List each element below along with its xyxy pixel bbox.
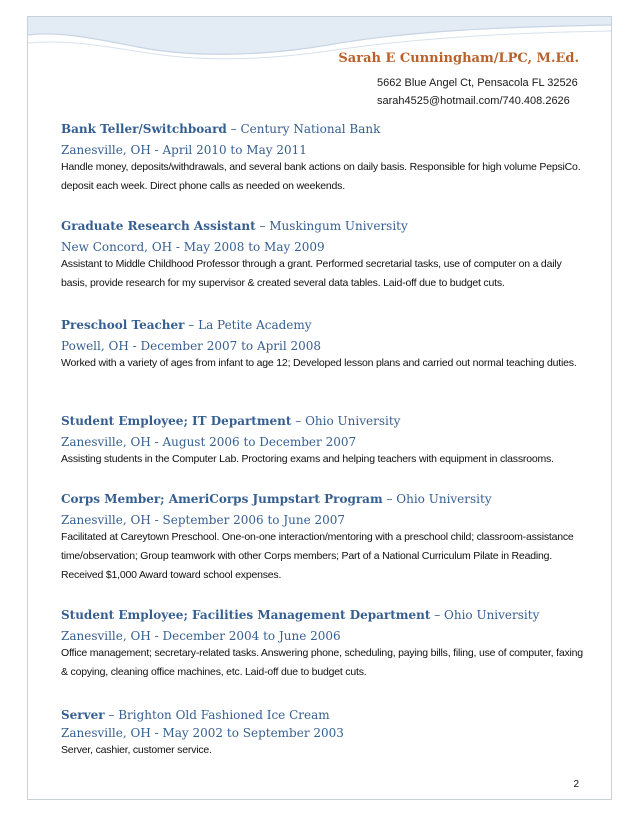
job-employer: Ohio University	[305, 414, 401, 428]
applicant-name: Sarah E Cunningham/LPC, M.Ed.	[338, 51, 579, 66]
page-number: 2	[573, 779, 579, 790]
job-role: Preschool Teacher	[61, 318, 185, 332]
job-location-dates: Zanesville, OH - August 2006 to December 2007	[61, 435, 357, 449]
job-role: Student Employee; IT Department	[61, 414, 292, 428]
job-role: Student Employee; Facilities Management Department	[61, 608, 431, 622]
job-role: Bank Teller/Switchboard	[61, 122, 227, 136]
applicant-address: 5662 Blue Angel Ct, Pensacola FL 32526	[377, 77, 578, 89]
job-separator: –	[184, 318, 199, 332]
job-entry	[61, 491, 586, 585]
job-location-dates: Zanesville, OH - April 2010 to May 2011	[61, 143, 307, 157]
job-description: Assistant to Middle Childhood Professor through a grant. Performed secretarial tasks, use of computer on a daily basis, provide research for my supervisor & created several data tables. Laid-off due to budget cuts.	[61, 258, 562, 289]
header-wave-decoration	[28, 17, 611, 77]
job-entry	[61, 317, 586, 373]
job-location-dates: Zanesville, OH - September 2006 to June 2007	[61, 513, 346, 527]
job-title-line	[61, 218, 586, 234]
job-title-line	[61, 491, 586, 507]
job-title-line	[61, 607, 586, 623]
job-separator: –	[104, 708, 119, 722]
job-location-dates: Powell, OH - December 2007 to April 2008	[61, 339, 322, 353]
job-separator: –	[291, 414, 306, 428]
job-location-dates: New Concord, OH - May 2008 to May 2009	[61, 240, 325, 254]
job-location-dates: Zanesville, OH - December 2004 to June 2006	[61, 629, 341, 643]
job-description: Worked with a variety of ages from infant to age 12; Developed lesson plans and carried out normal teaching duties.	[61, 357, 577, 369]
job-entry	[61, 218, 586, 293]
job-description: Handle money, deposits/withdrawals, and several bank actions on daily basis. Responsible for high volume PepsiCo. deposit each week. Direct phone calls as needed on weekends.	[61, 161, 581, 192]
job-description: Facilitated at Careytown Preschool. One-on-one interaction/mentoring with a preschool child; classroom-assistance time/observation; Group teamwork with other Corps members; Part of a National Curriculum Pilate in Reading. Received $1,000 Award toward school expenses.	[61, 531, 574, 581]
job-description: Assisting students in the Computer Lab. Proctoring exams and helping teachers with equipment in classrooms.	[61, 453, 554, 465]
job-employer: Brighton Old Fashioned Ice Cream	[118, 708, 330, 722]
resume-page	[27, 16, 612, 800]
job-description: Server, cashier, customer service.	[61, 744, 212, 756]
job-role: Graduate Research Assistant	[61, 219, 256, 233]
job-employer: Century National Bank	[240, 122, 381, 136]
job-entry	[61, 707, 586, 760]
job-separator: –	[255, 219, 270, 233]
job-entry	[61, 121, 586, 196]
job-title-line	[61, 707, 586, 723]
job-employer: Muskingum University	[269, 219, 408, 233]
applicant-contact: sarah4525@hotmail.com/740.408.2626	[377, 95, 570, 107]
job-entry	[61, 607, 586, 682]
job-title-line	[61, 121, 586, 137]
job-title-line	[61, 413, 586, 429]
job-employer: Ohio University	[444, 608, 540, 622]
job-separator: –	[382, 492, 397, 506]
job-location-dates: Zanesville, OH - May 2002 to September 2003	[61, 726, 344, 740]
job-employer: Ohio University	[396, 492, 492, 506]
job-description: Office management; secretary-related tasks. Answering phone, scheduling, paying bills, filing, use of computer, faxing & copying, cleaning office machines, etc. Laid-off due to budget cuts.	[61, 647, 583, 678]
job-separator: –	[430, 608, 445, 622]
job-role: Server	[61, 708, 105, 722]
job-title-line	[61, 317, 586, 333]
job-separator: –	[226, 122, 241, 136]
job-employer: La Petite Academy	[198, 318, 312, 332]
job-entry	[61, 413, 586, 469]
job-role: Corps Member; AmeriCorps Jumpstart Program	[61, 492, 383, 506]
